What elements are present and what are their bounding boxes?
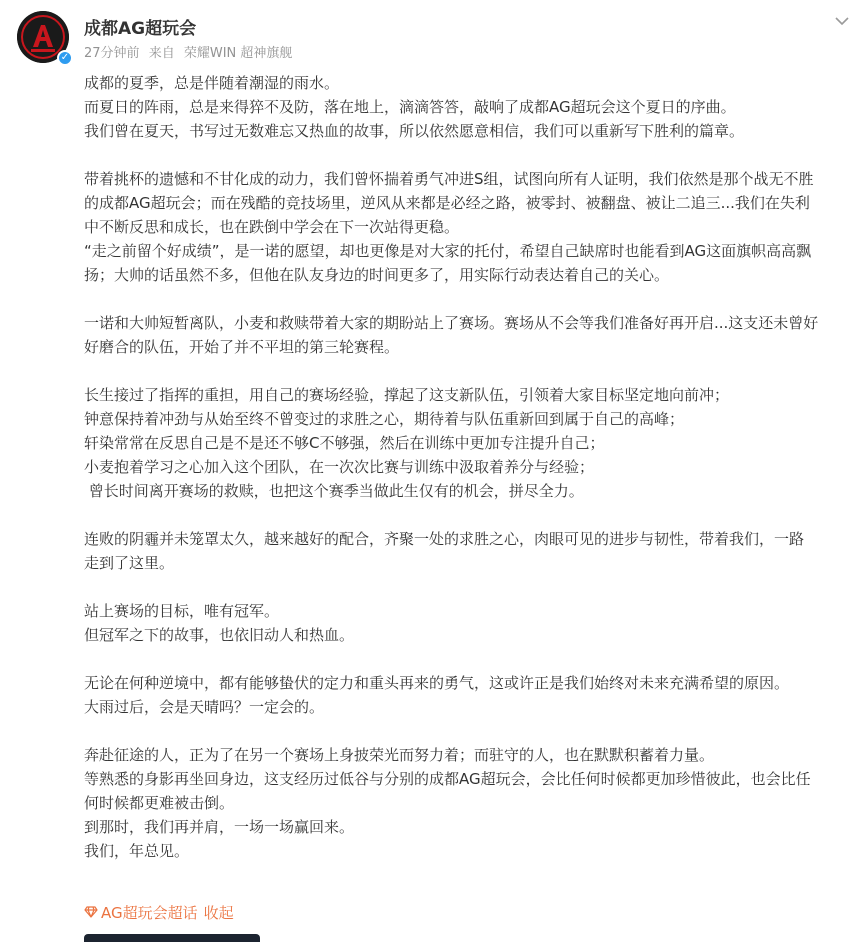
text-line: 无论在何种逆境中，都有能够蛰伏的定力和重头再来的勇气，这或许正是我们始终对未来充满希望的原因。 — [84, 674, 790, 692]
collapse-button[interactable]: 收起 — [203, 904, 234, 922]
text-line: 到那时，我们再并肩，一场一场赢回来。 — [84, 818, 355, 836]
verified-badge-icon: ✓ — [57, 50, 73, 66]
paragraph-6 — [84, 599, 854, 647]
topic-link-row — [84, 901, 234, 927]
text-line: 中不断反思和成长，也在跌倒中学会在下一次站得更稳。 — [84, 218, 460, 236]
text-line: 一诺和大帅短暂离队，小麦和救赎带着大家的期盼站上了赛场。赛场从不会等我们准备好再开启...这支还未曾好 — [84, 314, 819, 332]
chevron-down-icon[interactable] — [832, 12, 852, 32]
post-meta — [84, 42, 297, 61]
text-line: 轩染常常在反思自己是不是还不够C不够强，然后在训练中更加专注提升自己； — [84, 434, 605, 452]
paragraph-8 — [84, 743, 854, 863]
text-line: 我们曾在夏天，书写过无数难忘又热血的故事，所以依然愿意相信，我们可以重新写下胜利的篇章。 — [84, 122, 745, 140]
source-device[interactable]: 荣耀WIN 超神旗舰 — [183, 46, 293, 61]
text-line: 的成都AG超玩会；而在残酷的竞技场里，逆风从来都是必经之路，被零封、被翻盘、被让二追三...我们在失利 — [84, 194, 810, 212]
text-line: 大雨过后，会是天晴吗？一定会的。 — [84, 698, 325, 716]
topic-link[interactable]: AG超玩会超话 — [101, 904, 198, 922]
text-line: 等熟悉的身影再坐回身边，这支经历过低谷与分别的成都AG超玩会，会比任何时候都更加珍惜彼此，也会比任 — [84, 770, 811, 788]
text-line: “走之前留个好成绩”，是一诺的愿望，却也更像是对大家的托付，希望自己缺席时也能看到AG这面旗帜高高飘 — [84, 242, 812, 260]
text-line: 何时候都更难被击倒。 — [84, 794, 235, 812]
text-line: 钟意保持着冲劲与从始至终不曾变过的求胜之心，期待着与队伍重新回到属于自己的高峰； — [84, 410, 685, 428]
paragraph-5 — [84, 527, 854, 575]
text-line: 成都的夏季，总是伴随着潮湿的雨水。 — [84, 74, 340, 92]
paragraph-3 — [84, 311, 854, 359]
text-line: 扬；大帅的话虽然不多，但他在队友身边的时间更多了，用实际行动表达着自己的关心。 — [84, 266, 670, 284]
text-line: 连败的阴霾并未笼罩太久，越来越好的配合，齐聚一处的求胜之心，肉眼可见的进步与韧性，带着我们，一路 — [84, 530, 805, 548]
author-name[interactable]: 成都AG超玩会 — [84, 19, 197, 39]
text-line: 小麦抱着学习之心加入这个团队，在一次次比赛与训练中汲取着养分与经验； — [84, 458, 595, 476]
source-prefix: 来自 — [148, 46, 175, 61]
attached-image-thumbnail[interactable] — [84, 934, 260, 942]
diamond-topic-icon — [84, 903, 98, 927]
paragraph-7 — [84, 671, 854, 719]
paragraph-1 — [84, 71, 854, 143]
text-line: 而夏日的阵雨，总是来得猝不及防，落在地上，滴滴答答，敲响了成都AG超玩会这个夏日的序曲。 — [84, 98, 736, 116]
post-header — [0, 0, 862, 70]
text-line: 带着挑杯的遗憾和不甘化成的动力，我们曾怀揣着勇气冲进S组，试图向所有人证明，我们依然是那个战无不胜 — [84, 170, 814, 188]
text-line: 曾长时间离开赛场的救赎，也把这个赛季当做此生仅有的机会，拼尽全力。 — [84, 482, 584, 500]
text-line: 长生接过了指挥的重担，用自己的赛场经验，撑起了这支新队伍，引领着大家目标坚定地向前冲； — [84, 386, 730, 404]
text-line: 好磨合的队伍，开始了并不平坦的第三轮赛程。 — [84, 338, 400, 356]
post-body — [84, 71, 854, 887]
paragraph-4 — [84, 383, 854, 503]
text-line: 奔赴征途的人，正为了在另一个赛场上身披荣光而努力着；而驻守的人，也在默默积蓄着力量。 — [84, 746, 715, 764]
paragraph-2 — [84, 167, 854, 287]
text-line: 我们，年总见。 — [84, 842, 190, 860]
text-line: 但冠军之下的故事，也依旧动人和热血。 — [84, 626, 355, 644]
post-time[interactable]: 27分钟前 — [84, 46, 140, 61]
text-line: 走到了这里。 — [84, 554, 175, 572]
text-line: 站上赛场的目标，唯有冠军。 — [84, 602, 280, 620]
